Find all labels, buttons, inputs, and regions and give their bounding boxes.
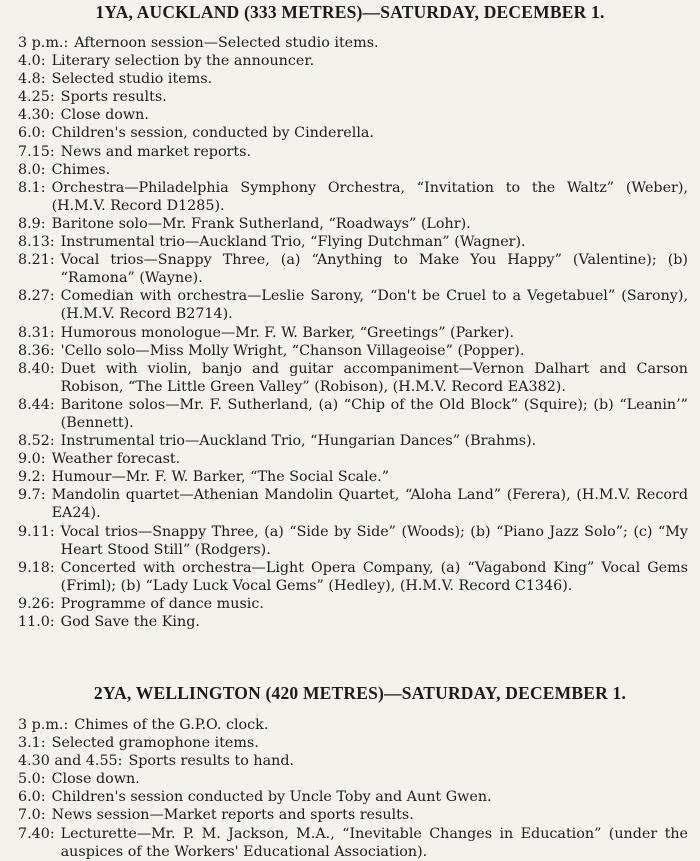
schedule-entry <box>18 450 688 468</box>
entry-description: Chimes of the G.P.O. clock. <box>74 717 269 733</box>
schedule-entry <box>18 559 688 595</box>
entry-description: Children's session conducted by Uncle Toby and Aunt Gwen. <box>51 789 492 806</box>
entry-time: 9.11: <box>18 523 55 540</box>
schedule-entry <box>18 342 688 360</box>
entry-time: 7.15: <box>18 143 55 160</box>
entry-description: Vocal trios—Snappy Three, (a) “Anything to Make You Happy” (Valentine); (b) “Ramona” (Wayne). <box>60 252 688 287</box>
section-heading-2ya: 2YA, WELLINGTON (420 METRES)—SATURDAY, DECEMBER 1. <box>93 683 627 703</box>
entry-description: Mandolin quartet—Athenian Mandolin Quartet, “Aloha Land” (Ferera), (H.M.V. Record EA24). <box>51 487 688 522</box>
entry-description: Comedian with orchestra—Leslie Sarony, “Don't be Cruel to a Vegetabuel” (Sarony), (H.M.V. Record B2714). <box>60 288 688 323</box>
entry-time: 4.0: <box>18 53 46 70</box>
entry-time: 4.30 and 4.55: <box>18 753 123 770</box>
schedule-entry <box>18 752 688 770</box>
entry-description: Sports results. <box>60 89 167 106</box>
schedule-entry <box>18 595 688 613</box>
entry-description: Lecturette—Mr. P. M. Jackson, M.A., “Inevitable Changes in Education” (under the auspices of the Workers' Educational Association). <box>60 825 688 860</box>
entry-description: Close down. <box>60 107 149 124</box>
entry-time: 8.9: <box>18 215 46 232</box>
entry-time: 8.44: <box>18 396 55 413</box>
schedule-entry <box>18 734 688 752</box>
schedule-2ya <box>18 716 688 861</box>
schedule-entry <box>18 233 688 251</box>
schedule-1ya <box>18 34 688 631</box>
entry-description: Sports results to hand. <box>128 753 295 770</box>
entry-description: Duet with violin, banjo and guitar accompaniment—Vernon Dalhart and Carson Robison, “The Little Green Valley” (Robison), (H.M.V. Record EA382). <box>60 360 688 395</box>
entry-time: 3 p.m.: <box>18 717 69 733</box>
entry-time: 4.8: <box>18 71 46 88</box>
schedule-entry <box>18 287 688 323</box>
entry-time: 9.7: <box>18 487 46 504</box>
entry-description: 'Cello solo—Miss Molly Wright, “Chanson Villageoise” (Popper). <box>60 342 525 359</box>
entry-description: Children's session, conducted by Cinderella. <box>51 125 374 142</box>
entry-time: 7.0: <box>18 807 46 824</box>
schedule-entry <box>18 124 688 142</box>
entry-time: 8.40: <box>18 360 55 377</box>
schedule-entry <box>18 88 688 106</box>
schedule-entry <box>18 360 688 396</box>
entry-description: Chimes. <box>51 161 111 178</box>
entry-description: Literary selection by the announcer. <box>51 53 315 70</box>
entry-description: Weather forecast. <box>51 451 181 468</box>
entry-description: Instrumental trio—Auckland Trio, “Flying Dutchman” (Wagner). <box>60 234 526 251</box>
schedule-entry <box>18 432 688 450</box>
schedule-entry <box>18 106 688 124</box>
entry-description: Baritone solo—Mr. Frank Sutherland, “Roadways” (Lohr). <box>51 215 471 232</box>
entry-time: 8.52: <box>18 433 55 450</box>
schedule-entry <box>18 486 688 522</box>
section-heading-1ya: 1YA, AUCKLAND (333 METRES)—SATURDAY, DECEMBER 1. <box>95 2 605 22</box>
entry-description: Humour—Mr. F. W. Barker, “The Social Scale.” <box>51 469 390 486</box>
schedule-entry <box>18 70 688 88</box>
entry-time: 8.31: <box>18 324 55 341</box>
entry-description: Baritone solos—Mr. F. Sutherland, (a) “Chip of the Old Block” (Squire); (b) “Leanin’” (Bennett). <box>60 396 688 431</box>
entry-time: 5.0: <box>18 771 46 788</box>
entry-time: 3 p.m.: <box>18 35 69 51</box>
entry-time: 4.25: <box>18 89 55 106</box>
entry-time: 3.1: <box>18 735 46 752</box>
entry-time: 8.21: <box>18 252 55 269</box>
schedule-entry <box>18 613 688 631</box>
entry-time: 8.13: <box>18 234 55 251</box>
schedule-entry <box>18 770 688 788</box>
schedule-entry <box>18 34 688 52</box>
entry-time: 7.40: <box>18 825 55 842</box>
entry-description: Close down. <box>51 771 140 788</box>
schedule-entry <box>18 161 688 179</box>
schedule-entry <box>18 143 688 161</box>
entry-time: 6.0: <box>18 789 46 806</box>
schedule-entry <box>18 52 688 70</box>
schedule-entry <box>18 396 688 432</box>
entry-description: Selected gramophone items. <box>51 735 259 752</box>
entry-time: 8.1: <box>18 179 46 196</box>
schedule-entry <box>18 251 688 287</box>
schedule-entry <box>18 468 688 486</box>
entry-description: Selected studio items. <box>51 71 213 88</box>
entry-description: Humorous monologue—Mr. F. W. Barker, “Greetings” (Parker). <box>60 324 515 341</box>
entry-description: Concerted with orchestra—Light Opera Company, (a) “Vagabond King” Vocal Gems (Friml); (b) “Lady Luck Vocal Gems” (Hedley), (H.M.V. Record C1346). <box>60 559 688 594</box>
schedule-entry <box>18 716 688 734</box>
entry-time: 8.27: <box>18 288 55 305</box>
entry-time: 9.18: <box>18 559 55 576</box>
schedule-entry <box>18 825 688 861</box>
entry-time: 11.0: <box>18 614 55 630</box>
entry-description: Orchestra—Philadelphia Symphony Orchestra, “Invitation to the Waltz” (Weber), (H.M.V. Record D1285). <box>51 179 688 214</box>
schedule-entry <box>18 523 688 559</box>
entry-description: Instrumental trio—Auckland Trio, “Hungarian Dances” (Brahms). <box>60 433 537 450</box>
entry-description: Vocal trios—Snappy Three, (a) “Side by Side” (Woods); (b) “Piano Jazz Solo”; (c) “My Heart Stood Still” (Rodgers). <box>60 523 688 558</box>
entry-time: 4.30: <box>18 107 55 124</box>
schedule-entry <box>18 324 688 342</box>
schedule-entry <box>18 788 688 806</box>
schedule-entry <box>18 806 688 824</box>
entry-time: 6.0: <box>18 125 46 142</box>
entry-description: Afternoon session—Selected studio items. <box>74 35 379 51</box>
entry-description: Programme of dance music. <box>60 595 264 612</box>
entry-time: 9.0: <box>18 451 46 468</box>
entry-description: God Save the King. <box>60 614 200 630</box>
entry-time: 9.26: <box>18 595 55 612</box>
schedule-entry <box>18 215 688 233</box>
entry-description: News session—Market reports and sports results. <box>51 807 414 824</box>
entry-time: 8.36: <box>18 342 55 359</box>
schedule-entry <box>18 179 688 215</box>
entry-time: 9.2: <box>18 469 46 486</box>
entry-description: News and market reports. <box>60 143 252 160</box>
entry-time: 8.0: <box>18 161 46 178</box>
